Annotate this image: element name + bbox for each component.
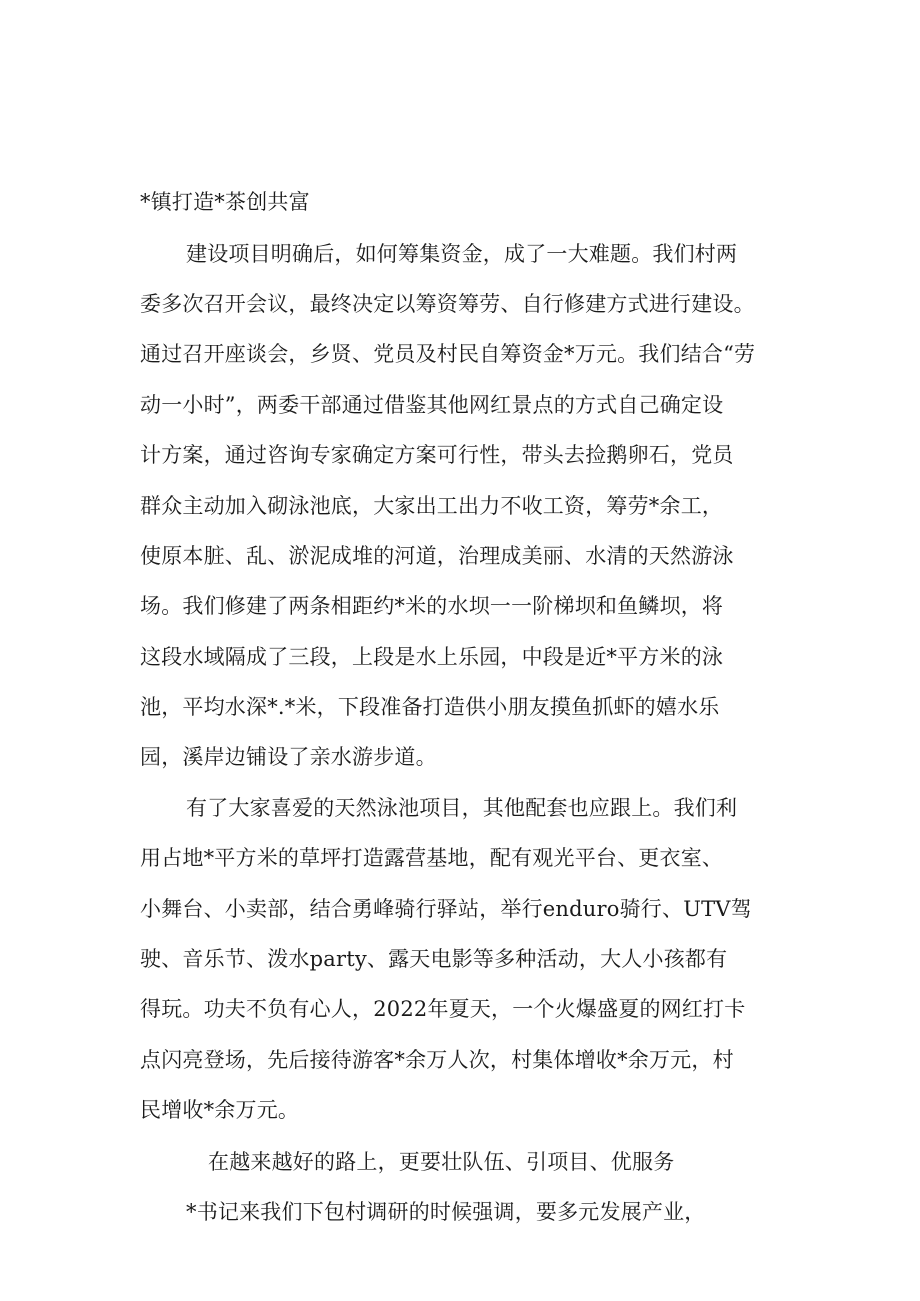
paragraph-line: 动一小时”，两委干部通过借鉴其他网红景点的方式自己确定设 [140,393,724,417]
paragraph-line: 池，平均水深*.*米，下段准备打造供小朋友摸鱼抓虾的嬉水乐 [140,695,720,719]
section-heading: *镇打造*茶创共富 [140,190,310,214]
paragraph-line: *书记来我们下包村调研的时候强调，要多元发展产业， [186,1200,706,1224]
paragraph-line: 委多次召开会议，最终决定以筹资筹劳、自行修建方式进行建设。 [140,292,755,316]
paragraph-line: 小舞台、小卖部，结合勇峰骑行驿站，举行enduro骑行、UTV驾 [140,897,752,921]
paragraph-line: 建设项目明确后，如何筹集资金，成了一大难题。我们村两 [186,242,738,266]
paragraph-line: 通过召开座谈会，乡贤、党员及村民自筹资金*万元。我们结合“劳 [140,342,756,366]
paragraph-line: 点闪亮登场，先后接待游客*余万人次，村集体增收*余万元，村 [140,1048,734,1072]
paragraph-line: 计方案，通过咨询专家确定方案可行性，带头去捡鹅卵石，党员 [140,443,734,467]
paragraph-line: 民增收*余万元。 [140,1098,300,1122]
paragraph-line: 这段水域隔成了三段，上段是水上乐园，中段是近*平方米的泳 [140,645,724,669]
paragraph-line: 场。我们修建了两条相距约*米的水坝一一阶梯坝和鱼鳞坝，将 [140,594,724,618]
paragraph-line: 园，溪岸边铺设了亲水游步道。 [140,745,437,769]
paragraph-line: 使原本脏、乱、淤泥成堆的河道，治理成美丽、水清的天然游泳 [140,544,734,568]
paragraph-line: 用占地*平方米的草坪打造露营基地，配有观光平台、更衣室、 [140,846,724,870]
paragraph-line: 得玩。功夫不负有心人，2022年夏天，一个火爆盛夏的网红打卡 [140,997,746,1021]
paragraph-line: 群众主动加入砌泳池底，大家出工出力不收工资，筹劳*余工， [140,494,724,518]
paragraph-line: 驶、音乐节、泼水party、露天电影等多种活动，大人小孩都有 [140,947,728,971]
paragraph-line: 有了大家喜爱的天然泳池项目，其他配套也应跟上。我们利 [186,796,738,820]
section-heading: 在越来越好的路上，更要壮队伍、引项目、优服务 [208,1150,675,1174]
